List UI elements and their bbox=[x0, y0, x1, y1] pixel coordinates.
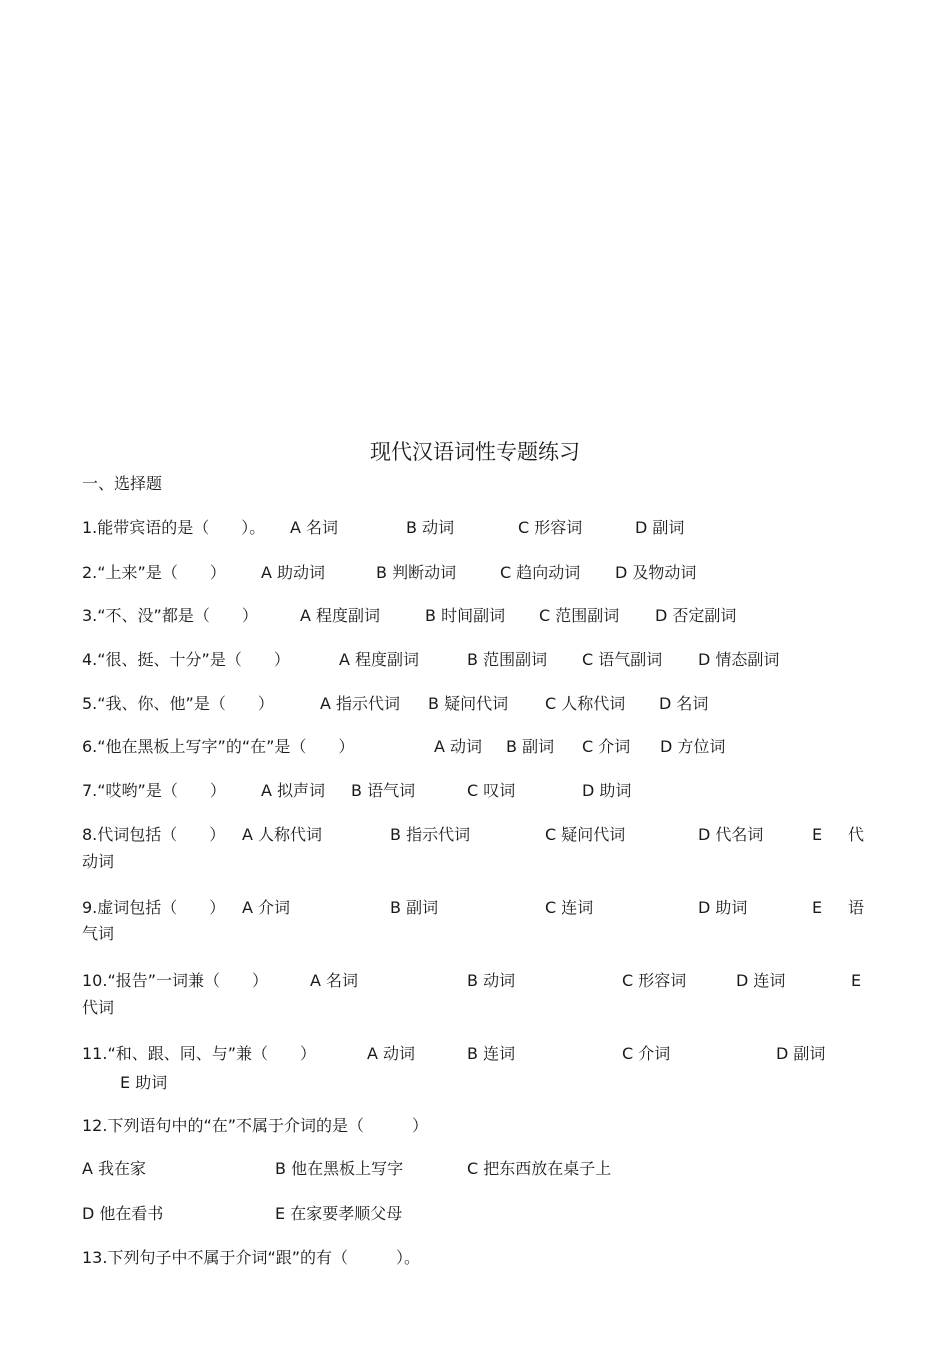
question-9-option-b: B 副词 bbox=[390, 898, 439, 917]
question-5-option-c: C 人称代词 bbox=[545, 694, 626, 713]
question-7-option-c: C 叹词 bbox=[467, 781, 516, 800]
page-title: 现代汉语词性专题练习 bbox=[370, 440, 580, 464]
question-2-option-b: B 判断动词 bbox=[376, 563, 457, 582]
question-11-option-b: B 连词 bbox=[467, 1044, 516, 1063]
question-4-option-c: C 语气副词 bbox=[582, 650, 663, 669]
question-7-stem: 7.“哎哟”是（ ） bbox=[82, 781, 226, 800]
question-6-stem: 6.“他在黑板上写字”的“在”是（ ） bbox=[82, 737, 355, 756]
question-10-option-b: B 动词 bbox=[467, 971, 516, 990]
question-1-option-b: B 动词 bbox=[406, 518, 455, 537]
question-7-option-b: B 语气词 bbox=[351, 781, 416, 800]
question-7-option-a: A 拟声词 bbox=[261, 781, 326, 800]
question-13-stem: 13.下列句子中不属于介词“跟”的有（ ）。 bbox=[82, 1248, 421, 1267]
question-11-option-a: A 动词 bbox=[367, 1044, 416, 1063]
question-6-option-c: C 介词 bbox=[582, 737, 631, 756]
question-10-option-a: A 名词 bbox=[310, 971, 359, 990]
question-12-stem: 12.下列语句中的“在”不属于介词的是（ ） bbox=[82, 1116, 429, 1135]
question-5-option-d: D 名词 bbox=[659, 694, 709, 713]
question-2-option-a: A 助动词 bbox=[261, 563, 326, 582]
question-3-option-b: B 时间副词 bbox=[425, 606, 506, 625]
question-1-option-c: C 形容词 bbox=[518, 518, 583, 537]
question-4-stem: 4.“很、挺、十分”是（ ） bbox=[82, 650, 290, 669]
question-8-option-e: E bbox=[812, 825, 823, 844]
question-8-option-d: D 代名词 bbox=[698, 825, 764, 844]
question-3-stem: 3.“不、没”都是（ ） bbox=[82, 606, 258, 625]
question-8-option-c: C 疑问代词 bbox=[545, 825, 626, 844]
question-4-option-a: A 程度副词 bbox=[339, 650, 420, 669]
question-5-option-b: B 疑问代词 bbox=[428, 694, 509, 713]
question-6-option-b: B 副词 bbox=[506, 737, 555, 756]
question-12-option-c: C 把东西放在桌子上 bbox=[467, 1159, 612, 1178]
question-7-option-d: D 助词 bbox=[582, 781, 632, 800]
question-12-option-a: A 我在家 bbox=[82, 1159, 147, 1178]
question-9-option-a: A 介词 bbox=[242, 898, 291, 917]
question-11-option-c: C 介词 bbox=[622, 1044, 671, 1063]
question-6-option-d: D 方位词 bbox=[660, 737, 726, 756]
question-8-continuation: 动词 bbox=[82, 852, 115, 871]
question-1-stem: 1.能带宾语的是（ ）。 bbox=[82, 518, 266, 537]
question-5-stem: 5.“我、你、他”是（ ） bbox=[82, 694, 274, 713]
question-9-option-c: C 连词 bbox=[545, 898, 594, 917]
question-10-option-e: E bbox=[851, 971, 862, 990]
question-9-continuation: 气词 bbox=[82, 924, 115, 943]
question-4-option-d: D 情态副词 bbox=[698, 650, 780, 669]
question-12-option-b: B 他在黑板上写字 bbox=[275, 1159, 404, 1178]
question-11-continuation: E 助词 bbox=[120, 1073, 168, 1092]
question-10-stem: 10.“报告”一词兼（ ） bbox=[82, 971, 269, 990]
question-6-option-a: A 动词 bbox=[434, 737, 483, 756]
question-12-option-e: E 在家要孝顺父母 bbox=[275, 1204, 403, 1223]
question-8-option-e-text: 代 bbox=[848, 825, 865, 844]
question-9-option-e-text: 语 bbox=[848, 898, 865, 917]
question-12-option-d: D 他在看书 bbox=[82, 1204, 164, 1223]
question-10-continuation: 代词 bbox=[82, 998, 115, 1017]
question-9-option-e: E bbox=[812, 898, 823, 917]
question-11-option-d: D 副词 bbox=[776, 1044, 826, 1063]
question-2-option-d: D 及物动词 bbox=[615, 563, 697, 582]
question-8-stem: 8.代词包括（ ） bbox=[82, 825, 226, 844]
question-1-option-d: D 副词 bbox=[635, 518, 685, 537]
question-11-stem: 11.“和、跟、同、与”兼（ ） bbox=[82, 1044, 317, 1063]
question-3-option-c: C 范围副词 bbox=[539, 606, 620, 625]
question-9-stem: 9.虚词包括（ ） bbox=[82, 898, 226, 917]
question-3-option-a: A 程度副词 bbox=[300, 606, 381, 625]
question-8-option-a: A 人称代词 bbox=[242, 825, 323, 844]
question-8-option-b: B 指示代词 bbox=[390, 825, 471, 844]
question-2-stem: 2.“上来”是（ ） bbox=[82, 563, 226, 582]
question-4-option-b: B 范围副词 bbox=[467, 650, 548, 669]
question-1-option-a: A 名词 bbox=[290, 518, 339, 537]
question-10-option-d: D 连词 bbox=[736, 971, 786, 990]
question-5-option-a: A 指示代词 bbox=[320, 694, 401, 713]
question-9-option-d: D 助词 bbox=[698, 898, 748, 917]
question-10-option-c: C 形容词 bbox=[622, 971, 687, 990]
section-heading: 一、选择题 bbox=[82, 474, 163, 493]
question-3-option-d: D 否定副词 bbox=[655, 606, 737, 625]
question-2-option-c: C 趋向动词 bbox=[500, 563, 581, 582]
